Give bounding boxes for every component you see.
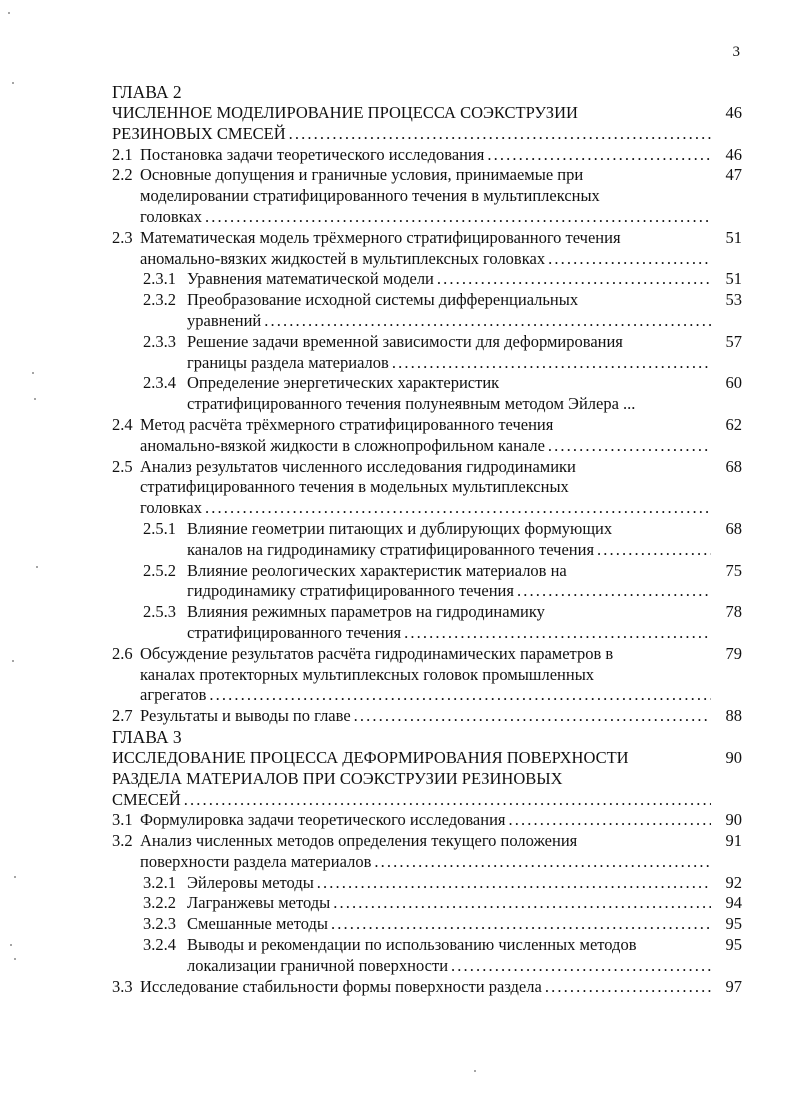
toc-section: [112, 977, 742, 998]
section-title: [140, 415, 714, 457]
section-title: [187, 893, 714, 914]
leader-dots: [205, 207, 711, 228]
section-title-line: Преобразование исходной системы дифференциальных: [187, 290, 579, 310]
section-title: [187, 373, 714, 415]
section-title-last-line: [187, 914, 714, 935]
section-title-line: Анализ результатов численного исследования гидродинамики: [140, 456, 576, 476]
section-title: [140, 228, 714, 270]
page-ref: 94: [725, 893, 742, 913]
section-title-line: Основные допущения и граничные условия, принимаемые при: [140, 165, 584, 185]
toc-section: [112, 706, 742, 727]
page-ref: 57: [725, 331, 742, 351]
section-title-line: Исследование стабильности формы поверхности раздела: [140, 976, 542, 996]
section-title-line: Эйлеровы методы: [187, 872, 314, 892]
section-number: 3.2: [112, 831, 133, 851]
section-title-last-line: [187, 623, 714, 644]
page-ref: 51: [725, 227, 742, 247]
toc-subsection: [112, 873, 742, 894]
section-number: 3.2.4: [143, 935, 176, 955]
leader-dots: [331, 914, 711, 935]
section-title-line: стратифицированного течения полунеявным методом Эйлера ...: [187, 394, 636, 414]
section-title-last-line: [140, 498, 714, 519]
scan-speck: [34, 398, 36, 400]
section-title-line: Результаты и выводы по главе: [140, 706, 351, 726]
section-title-line: Влияние геометрии питающих и дублирующих формующих: [187, 518, 613, 538]
leader-dots: [509, 810, 712, 831]
page-ref: 78: [725, 602, 742, 622]
section-title-line: Постановка задачи теоретического исследования: [140, 144, 485, 164]
toc-subsection: [112, 561, 742, 603]
page-ref: 60: [725, 373, 742, 393]
page-ref: 92: [725, 872, 742, 892]
section-title-line: головках: [140, 498, 203, 518]
chapter-title-line: ЧИСЛЕННОЕ МОДЕЛИРОВАНИЕ ПРОЦЕССА СОЭКСТРУЗИИ: [112, 103, 578, 122]
toc-subsection: [112, 914, 742, 935]
page-ref: 46: [725, 103, 742, 122]
section-title-line: стратифицированного течения в модельных мультиплексных: [140, 477, 569, 497]
leader-dots: [517, 581, 711, 602]
section-title: [187, 561, 714, 603]
page-ref: 88: [725, 706, 742, 726]
section-title-last-line: [187, 956, 714, 977]
section-title: [187, 332, 714, 374]
toc-subsection: [112, 893, 742, 914]
page-ref: 46: [725, 144, 742, 164]
toc-subsection: [112, 332, 742, 374]
leader-dots: [392, 353, 711, 374]
section-number: 2.3.4: [143, 373, 176, 393]
leader-dots: [184, 790, 711, 811]
chapter-title-body: [112, 103, 714, 145]
section-title-last-line: [187, 893, 714, 914]
section-title: [187, 602, 714, 644]
toc-subsection: [112, 935, 742, 977]
section-title: [140, 706, 714, 727]
section-title-line: Определение энергетических характеристик: [187, 373, 500, 393]
section-title-line: аномально-вязкой жидкости в сложнопрофильном канале: [140, 435, 545, 455]
section-title-last-line: [140, 145, 714, 166]
section-title-last-line: [140, 207, 714, 228]
page-ref: 95: [725, 935, 742, 955]
section-title-line: каналов на гидродинамику стратифицированного течения: [187, 539, 595, 559]
leader-dots: [451, 956, 711, 977]
section-title-last-line: [187, 873, 714, 894]
section-title-last-line: [140, 249, 714, 270]
section-title: [140, 165, 714, 227]
section-title-last-line: [187, 269, 714, 290]
leader-dots: [209, 685, 711, 706]
leader-dots: [354, 706, 711, 727]
section-title-line: агрегатов: [140, 685, 207, 705]
scan-speck: [12, 660, 14, 662]
leader-dots: [548, 436, 711, 457]
section-number: 2.5.1: [143, 518, 176, 538]
leader-dots: [487, 145, 711, 166]
section-title-line: стратифицированного течения: [187, 622, 402, 642]
section-title: [187, 873, 714, 894]
leader-dots: [205, 498, 711, 519]
chapter-title-body: [112, 748, 714, 810]
section-title-line: головках: [140, 206, 203, 226]
toc-section: [112, 457, 742, 519]
section-title-last-line: [140, 706, 714, 727]
section-number: 2.2: [112, 165, 133, 185]
leader-dots: [404, 623, 711, 644]
section-title: [140, 831, 714, 873]
section-number: 2.6: [112, 643, 133, 663]
page-ref: 47: [725, 165, 742, 185]
page-ref: 90: [725, 810, 742, 830]
chapter-title-line: СМЕСЕЙ: [112, 789, 181, 809]
page-ref: 51: [725, 269, 742, 289]
page-number: 3: [732, 44, 740, 60]
section-title-line: Влияния режимных параметров на гидродинамику: [187, 602, 545, 622]
section-title-line: Влияние реологических характеристик материалов на: [187, 560, 567, 580]
section-title: [140, 145, 714, 166]
section-title-line: моделировании стратифицированного течения в мультиплексных: [140, 186, 600, 206]
section-title: [140, 810, 714, 831]
toc-subsection: [112, 269, 742, 290]
chapter-label: ГЛАВА 2: [112, 82, 182, 102]
section-title-line: границы раздела материалов: [187, 352, 389, 372]
toc-section: [112, 228, 742, 270]
leader-dots: [333, 893, 711, 914]
leader-dots: [317, 873, 711, 894]
section-number: 2.5.2: [143, 560, 176, 580]
page-ref: 62: [725, 414, 742, 434]
leader-dots: [289, 124, 711, 145]
chapter-title: [112, 748, 742, 810]
section-title-line: аномально-вязких жидкостей в мультиплексных головках: [140, 248, 546, 268]
section-title-last-line: [187, 394, 714, 415]
scan-speck: [14, 876, 16, 878]
section-title-line: Лагранжевы методы: [187, 893, 331, 913]
section-title-line: Обсуждение результатов расчёта гидродинамических параметров в: [140, 643, 614, 663]
section-title-last-line: [187, 311, 714, 332]
section-number: 2.7: [112, 706, 133, 726]
section-number: 2.5.3: [143, 602, 176, 622]
page-ref: 68: [725, 456, 742, 476]
table-of-contents: [112, 82, 742, 997]
leader-dots: [545, 977, 711, 998]
section-title-line: Метод расчёта трёхмерного стратифицированного течения: [140, 414, 554, 434]
toc-section: [112, 644, 742, 706]
chapter-title: [112, 103, 742, 145]
toc-section: [112, 145, 742, 166]
section-title: [187, 935, 714, 977]
scan-speck: [10, 944, 12, 946]
scan-speck: [8, 12, 10, 14]
section-title-line: Смешанные методы: [187, 914, 329, 934]
toc-subsection: [112, 519, 742, 561]
leader-dots: [597, 540, 711, 561]
scan-speck: [32, 372, 34, 374]
chapter-title-line: ИССЛЕДОВАНИЕ ПРОЦЕССА ДЕФОРМИРОВАНИЯ ПОВЕРХНОСТИ: [112, 747, 629, 767]
scan-speck: [36, 566, 38, 568]
section-title-line: уравнений: [187, 310, 262, 330]
section-title-line: гидродинамику стратифицированного течения: [187, 581, 514, 601]
section-number: 2.3.1: [143, 269, 176, 289]
section-number: 3.2.2: [143, 893, 176, 913]
chapter-title-line: РЕЗИНОВЫХ СМЕСЕЙ: [112, 123, 286, 143]
chapter-title-last-line: [112, 124, 714, 145]
toc-section: [112, 165, 742, 227]
leader-dots: [264, 311, 711, 332]
page-ref: 95: [725, 914, 742, 934]
section-number: 2.3: [112, 227, 133, 247]
section-title-last-line: [140, 977, 714, 998]
section-title-line: Выводы и рекомендации по использованию численных методов: [187, 935, 637, 955]
chapter-label: ГЛАВА 3: [112, 726, 182, 747]
page-ref: 75: [725, 560, 742, 580]
section-title-last-line: [187, 540, 714, 561]
toc-subsection: [112, 290, 742, 332]
section-title: [187, 914, 714, 935]
scan-speck: [12, 82, 14, 84]
chapter-title-last-line: [112, 790, 714, 811]
section-title-line: поверхности раздела материалов: [140, 851, 372, 871]
section-title-line: Формулировка задачи теоретического исследования: [140, 810, 506, 830]
section-number: 2.3.3: [143, 331, 176, 351]
page-ref: 90: [725, 747, 742, 767]
section-title-line: локализации граничной поверхности: [187, 955, 449, 975]
page-ref: 53: [725, 290, 742, 310]
section-number: 2.4: [112, 414, 133, 434]
section-title-last-line: [140, 436, 714, 457]
section-title-line: Математическая модель трёхмерного стратифицированного течения: [140, 227, 621, 247]
toc-subsection: [112, 373, 742, 415]
section-title-last-line: [187, 353, 714, 374]
toc-section: [112, 810, 742, 831]
section-number: 3.2.3: [143, 914, 176, 934]
section-title: [140, 977, 714, 998]
section-title-line: Решение задачи временной зависимости для деформирования: [187, 331, 623, 351]
chapter-title-line: РАЗДЕЛА МАТЕРИАЛОВ ПРИ СОЭКСТРУЗИИ РЕЗИНОВЫХ: [112, 768, 563, 788]
section-number: 2.3.2: [143, 290, 176, 310]
section-title-last-line: [140, 685, 714, 706]
section-number: 3.1: [112, 810, 133, 830]
leader-dots: [374, 852, 711, 873]
scan-speck: [14, 958, 16, 960]
toc-section: [112, 831, 742, 873]
page-ref: 68: [725, 518, 742, 538]
section-number: 2.1: [112, 144, 133, 164]
section-title-last-line: [140, 852, 714, 873]
toc-subsection: [112, 602, 742, 644]
section-number: 3.3: [112, 976, 133, 996]
scan-speck: [474, 1070, 476, 1072]
section-title-last-line: [187, 581, 714, 602]
page-ref: 97: [725, 976, 742, 996]
page-ref: 79: [725, 643, 742, 663]
leader-dots: [548, 249, 711, 270]
section-number: 2.5: [112, 456, 133, 476]
section-title: [187, 519, 714, 561]
section-title: [140, 644, 714, 706]
section-title: [187, 269, 714, 290]
section-number: 3.2.1: [143, 872, 176, 892]
section-title-last-line: [140, 810, 714, 831]
section-title-line: Анализ численных методов определения текущего положения: [140, 831, 578, 851]
section-title: [140, 457, 714, 519]
page-ref: 91: [725, 831, 742, 851]
toc-section: [112, 415, 742, 457]
section-title: [187, 290, 714, 332]
section-title-line: каналах протекторных мультиплексных головок промышленных: [140, 664, 595, 684]
section-title-line: Уравнения математической модели: [187, 269, 434, 289]
leader-dots: [437, 269, 711, 290]
